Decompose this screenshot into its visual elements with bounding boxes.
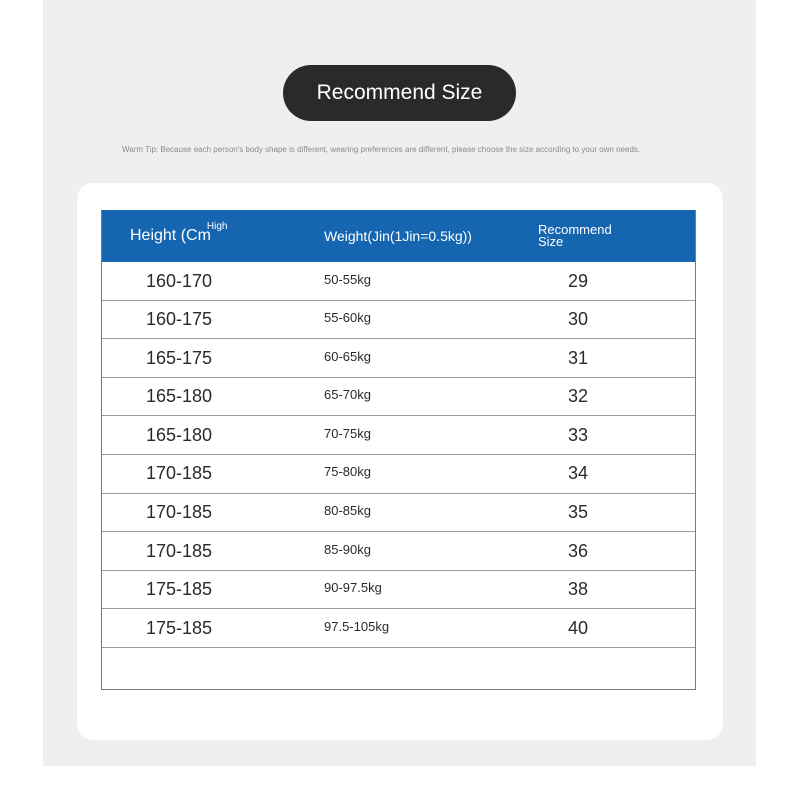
- cell-size: 34: [568, 463, 589, 484]
- cell-weight: 50-55kg: [324, 271, 371, 287]
- table-row: [102, 262, 695, 301]
- cell-weight: 55-60kg: [324, 310, 371, 326]
- cell-weight: 70-75kg: [324, 425, 371, 441]
- cell-weight: 80-85kg: [324, 503, 371, 519]
- cell-height: 160-170: [146, 270, 213, 291]
- cell-height: 175-185: [146, 617, 213, 638]
- header-height-note: High: [206, 220, 228, 232]
- cell-size: 33: [568, 424, 589, 445]
- cell-weight: 60-65kg: [324, 348, 371, 364]
- cell-size: 29: [568, 270, 589, 291]
- header-size: Recommend Size: [538, 222, 612, 249]
- table-row-empty: [102, 648, 695, 688]
- header-height-label: Height (Cm: [130, 227, 211, 244]
- cell-weight: 75-80kg: [324, 464, 371, 480]
- table-row: [102, 378, 695, 417]
- table-row: [102, 609, 695, 648]
- header-height: [130, 210, 227, 262]
- cell-weight: 90-97.5kg: [324, 580, 382, 596]
- cell-size: 31: [568, 347, 589, 368]
- cell-height: 170-185: [146, 540, 213, 561]
- cell-weight: 97.5-105kg: [324, 618, 390, 634]
- size-table: [101, 210, 696, 690]
- cell-height: 165-175: [146, 347, 213, 368]
- table-row: [102, 494, 695, 533]
- table-row: [102, 455, 695, 494]
- cell-size: 32: [568, 386, 589, 407]
- cell-size: 30: [568, 309, 589, 330]
- cell-weight: 65-70kg: [324, 387, 371, 403]
- header-weight: Weight(Jin(1Jin=0.5kg)): [324, 228, 472, 244]
- page-title-text: Recommend Size: [316, 81, 483, 104]
- table-header: [102, 210, 695, 262]
- cell-height: 165-180: [146, 386, 213, 407]
- warm-tip-text: Warm Tip: Because each person's body shape is different, wearing preferences are different, please choose the size according to your own needs.: [122, 145, 641, 154]
- cell-height: 160-175: [146, 309, 213, 330]
- cell-size: 40: [568, 617, 589, 638]
- table-row: [102, 301, 695, 340]
- table-row: [102, 571, 695, 610]
- table-row: [102, 532, 695, 571]
- cell-size: 38: [568, 579, 589, 600]
- cell-height: 170-185: [146, 502, 213, 523]
- page-title: [283, 65, 516, 121]
- cell-size: 35: [568, 502, 589, 523]
- cell-height: 175-185: [146, 579, 213, 600]
- cell-height: 170-185: [146, 463, 213, 484]
- table-row: [102, 339, 695, 378]
- table-body: [102, 262, 695, 688]
- table-row: [102, 416, 695, 455]
- cell-weight: 85-90kg: [324, 541, 371, 557]
- cell-size: 36: [568, 540, 589, 561]
- cell-height: 165-180: [146, 424, 213, 445]
